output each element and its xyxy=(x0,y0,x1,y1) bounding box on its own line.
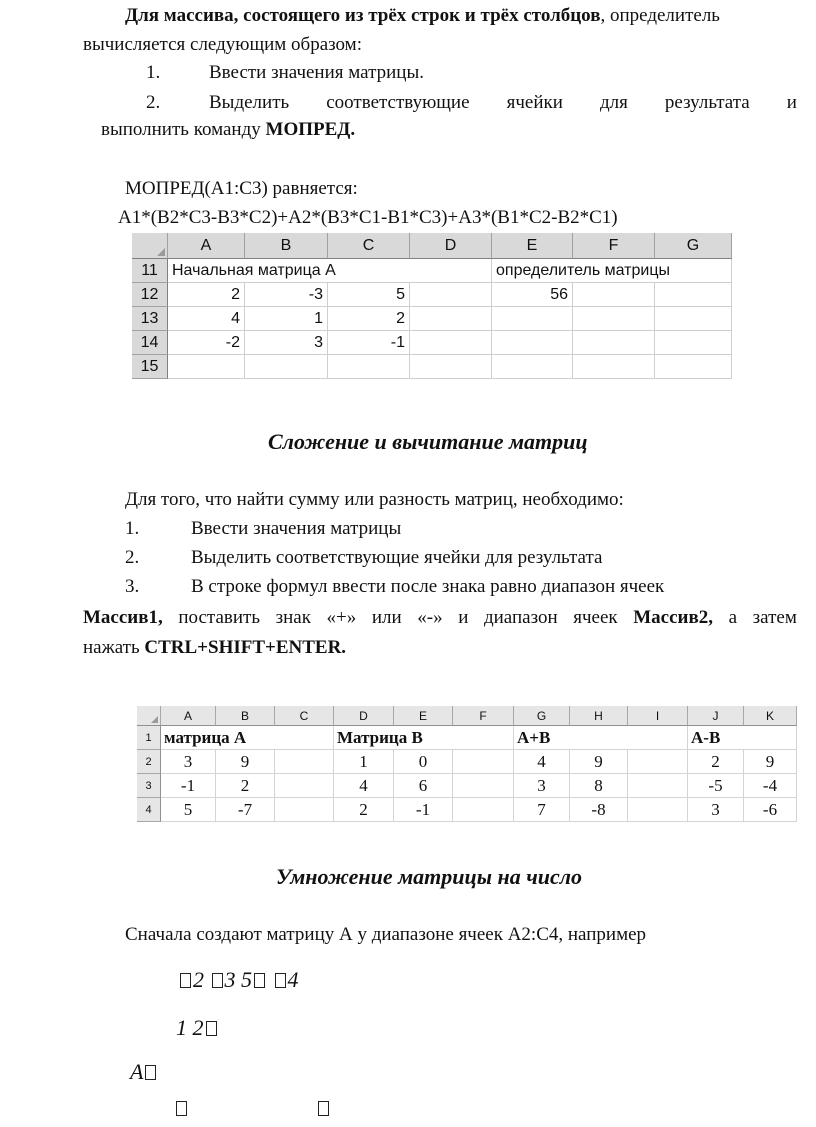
s2-step1-text: Ввести значения матрицы xyxy=(191,518,402,539)
t2-column-header-i[interactable]: I xyxy=(628,706,688,726)
intro-line-1 xyxy=(125,4,720,29)
missing-glyph-icon xyxy=(254,973,265,988)
cell-b14[interactable]: 3 xyxy=(245,331,328,355)
t2-cell-b3[interactable]: 2 xyxy=(216,774,275,798)
cell-b13[interactable]: 1 xyxy=(245,307,328,331)
step2-text: Выделить соответствующие ячейки для результата и xyxy=(209,92,797,113)
math-line-1: 2 3 5 4 xyxy=(178,966,299,995)
step2-continuation: выполнить команду МОПРЕД. xyxy=(101,119,356,140)
cell-c13[interactable]: 2 xyxy=(328,307,410,331)
t2-cell-k2[interactable]: 9 xyxy=(744,750,797,774)
cell-a12[interactable]: 2 xyxy=(168,283,245,307)
cell-d12[interactable] xyxy=(410,283,492,307)
t2-cell-i3[interactable] xyxy=(628,774,688,798)
t2-row-header-2[interactable]: 2 xyxy=(137,750,161,774)
t2-cell-j4[interactable]: 3 xyxy=(688,798,744,822)
cell-d13[interactable] xyxy=(410,307,492,331)
t2-cell-e3[interactable]: 6 xyxy=(394,774,453,798)
section3-intro: Сначала создают матрицу А у диапазоне ячеек А2:С4, например xyxy=(125,924,647,945)
cell-a15[interactable] xyxy=(168,355,245,379)
row-header-14[interactable]: 14 xyxy=(132,331,168,355)
cell-a13[interactable]: 4 xyxy=(168,307,245,331)
step1-text: Ввести значения матрицы. xyxy=(209,62,424,83)
row-header-12[interactable]: 12 xyxy=(132,283,168,307)
cell-a14[interactable]: -2 xyxy=(168,331,245,355)
t2-cell-h3[interactable]: 8 xyxy=(570,774,628,798)
t2-cell-g4[interactable]: 7 xyxy=(514,798,570,822)
t2-cell-e4[interactable]: -1 xyxy=(394,798,453,822)
t2-cell-d4[interactable]: 2 xyxy=(334,798,394,822)
t2-cell-k4[interactable]: -6 xyxy=(744,798,797,822)
math-line-2: 1 2 xyxy=(176,1014,219,1043)
cell-g14[interactable] xyxy=(655,331,732,355)
cell-d14[interactable] xyxy=(410,331,492,355)
missing-glyph-icon xyxy=(145,1065,156,1080)
t2-cell-c4[interactable] xyxy=(275,798,334,822)
step2-number: 2. xyxy=(146,92,161,113)
s2-step3-text: В строке формул ввести после знака равно диапазон ячеек xyxy=(191,576,665,597)
cell-a11[interactable]: Начальная матрица А xyxy=(168,259,492,283)
t2-cell-a3[interactable]: -1 xyxy=(161,774,216,798)
intro-bold-lead: Для массива, состоящего из трёх строк и трёх столбцов xyxy=(125,5,601,26)
t2-cell-h4[interactable]: -8 xyxy=(570,798,628,822)
section-heading-add-subtract: Сложение и вычитание матриц xyxy=(268,429,588,454)
t2-cell-h2[interactable]: 9 xyxy=(570,750,628,774)
missing-glyph-icon xyxy=(318,1101,329,1116)
label-a-minus-b[interactable]: А-В xyxy=(688,726,797,750)
cell-e14[interactable] xyxy=(492,331,573,355)
row-header-13[interactable]: 13 xyxy=(132,307,168,331)
row-header-11[interactable]: 11 xyxy=(132,259,168,283)
t2-column-header-h[interactable]: H xyxy=(570,706,628,726)
math-line-4-left xyxy=(174,1094,189,1123)
t2-cell-d2[interactable]: 1 xyxy=(334,750,394,774)
t2-cell-j3[interactable]: -5 xyxy=(688,774,744,798)
t2-column-header-k[interactable]: K xyxy=(744,706,797,726)
select-all-corner[interactable] xyxy=(132,233,168,259)
row-header-15[interactable]: 15 xyxy=(132,355,168,379)
select-all-corner-2[interactable] xyxy=(137,706,161,726)
t2-cell-a4[interactable]: 5 xyxy=(161,798,216,822)
t2-cell-g2[interactable]: 4 xyxy=(514,750,570,774)
t2-cell-i4[interactable] xyxy=(628,798,688,822)
s2-last-line: нажать CTRL+SHIFT+ENTER. xyxy=(83,637,347,658)
cell-f15[interactable] xyxy=(573,355,655,379)
label-matrix-a[interactable]: матрица А xyxy=(161,726,334,750)
t2-cell-f3[interactable] xyxy=(453,774,514,798)
math-line-4-right xyxy=(316,1094,331,1123)
missing-glyph-icon xyxy=(212,973,223,988)
intro-rest: , определитель xyxy=(600,5,720,26)
t2-column-header-j[interactable]: J xyxy=(688,706,744,726)
column-header-e[interactable]: E xyxy=(492,233,573,259)
mopred-command: МОПРЕД. xyxy=(265,119,356,140)
t2-cell-e2[interactable]: 0 xyxy=(394,750,453,774)
cell-e12[interactable]: 56 xyxy=(492,283,573,307)
t2-column-header-b[interactable]: B xyxy=(216,706,275,726)
section2-intro: Для того, что найти сумму или разность матриц, необходимо: xyxy=(125,489,624,510)
cell-f12[interactable] xyxy=(573,283,655,307)
section-heading-multiply: Умножение матрицы на число xyxy=(276,864,583,889)
cell-c15[interactable] xyxy=(328,355,410,379)
cell-f14[interactable] xyxy=(573,331,655,355)
s2-step3-continuation: Массив1, поставить знак «+» или «-» и диапазон ячеек Массив2, а затем xyxy=(83,607,797,628)
cell-g12[interactable] xyxy=(655,283,732,307)
missing-glyph-icon xyxy=(275,973,286,988)
t2-row-header-3[interactable]: 3 xyxy=(137,774,161,798)
spreadsheet-determinant xyxy=(132,233,732,385)
missing-glyph-icon xyxy=(180,973,191,988)
math-line-3: A xyxy=(130,1058,158,1087)
t2-cell-b4[interactable]: -7 xyxy=(216,798,275,822)
cell-b12[interactable]: -3 xyxy=(245,283,328,307)
step1-number: 1. xyxy=(146,62,161,83)
cell-d15[interactable] xyxy=(410,355,492,379)
formula-line-2: A1*(B2*C3-B3*C2)+A2*(B3*C1-B1*C3)+A3*(B1*C2-B2*C1) xyxy=(118,207,618,228)
s2-step2-number: 2. xyxy=(125,547,140,568)
cell-g13[interactable] xyxy=(655,307,732,331)
t2-column-header-d[interactable]: D xyxy=(334,706,394,726)
cell-g15[interactable] xyxy=(655,355,732,379)
s2-step2-text: Выделить соответствующие ячейки для результата xyxy=(191,547,603,568)
t2-row-header-1[interactable]: 1 xyxy=(137,726,161,750)
s2-step3-number: 3. xyxy=(125,576,140,597)
t2-cell-b2[interactable]: 9 xyxy=(216,750,275,774)
s2-step1-number: 1. xyxy=(125,518,140,539)
t2-column-header-a[interactable]: A xyxy=(161,706,216,726)
t2-cell-j2[interactable]: 2 xyxy=(688,750,744,774)
cell-f13[interactable] xyxy=(573,307,655,331)
column-header-f[interactable]: F xyxy=(573,233,655,259)
t2-cell-f2[interactable] xyxy=(453,750,514,774)
missing-glyph-icon xyxy=(206,1021,217,1036)
t2-column-header-g[interactable]: G xyxy=(514,706,570,726)
intro-line-2: вычисляется следующим образом: xyxy=(83,34,362,55)
cell-b15[interactable] xyxy=(245,355,328,379)
column-header-d[interactable]: D xyxy=(410,233,492,259)
t2-cell-a2[interactable]: 3 xyxy=(161,750,216,774)
cell-e11[interactable]: определитель матрицы xyxy=(492,259,732,283)
t2-column-header-e[interactable]: E xyxy=(394,706,453,726)
cell-e15[interactable] xyxy=(492,355,573,379)
t2-cell-c2[interactable] xyxy=(275,750,334,774)
column-header-c[interactable]: C xyxy=(328,233,410,259)
t2-column-header-c[interactable]: C xyxy=(275,706,334,726)
spreadsheet-add-subtract xyxy=(137,706,797,824)
missing-glyph-icon xyxy=(176,1101,187,1116)
t2-cell-f4[interactable] xyxy=(453,798,514,822)
cell-c14[interactable]: -1 xyxy=(328,331,410,355)
label-matrix-b[interactable]: Матрица В xyxy=(334,726,514,750)
t2-cell-i2[interactable] xyxy=(628,750,688,774)
t2-column-header-f[interactable]: F xyxy=(453,706,514,726)
label-a-plus-b[interactable]: А+В xyxy=(514,726,688,750)
t2-cell-k3[interactable]: -4 xyxy=(744,774,797,798)
t2-cell-g3[interactable]: 3 xyxy=(514,774,570,798)
column-header-g[interactable]: G xyxy=(655,233,732,259)
cell-c12[interactable]: 5 xyxy=(328,283,410,307)
cell-e13[interactable] xyxy=(492,307,573,331)
t2-cell-c3[interactable] xyxy=(275,774,334,798)
t2-row-header-4[interactable]: 4 xyxy=(137,798,161,822)
formula-line-1: МОПРЕД(А1:С3) равняется: xyxy=(125,178,358,199)
shortcut-ctrl-shift-enter: CTRL+SHIFT+ENTER. xyxy=(144,637,347,658)
t2-cell-d3[interactable]: 4 xyxy=(334,774,394,798)
column-header-a[interactable]: A xyxy=(168,233,245,259)
column-header-b[interactable]: B xyxy=(245,233,328,259)
